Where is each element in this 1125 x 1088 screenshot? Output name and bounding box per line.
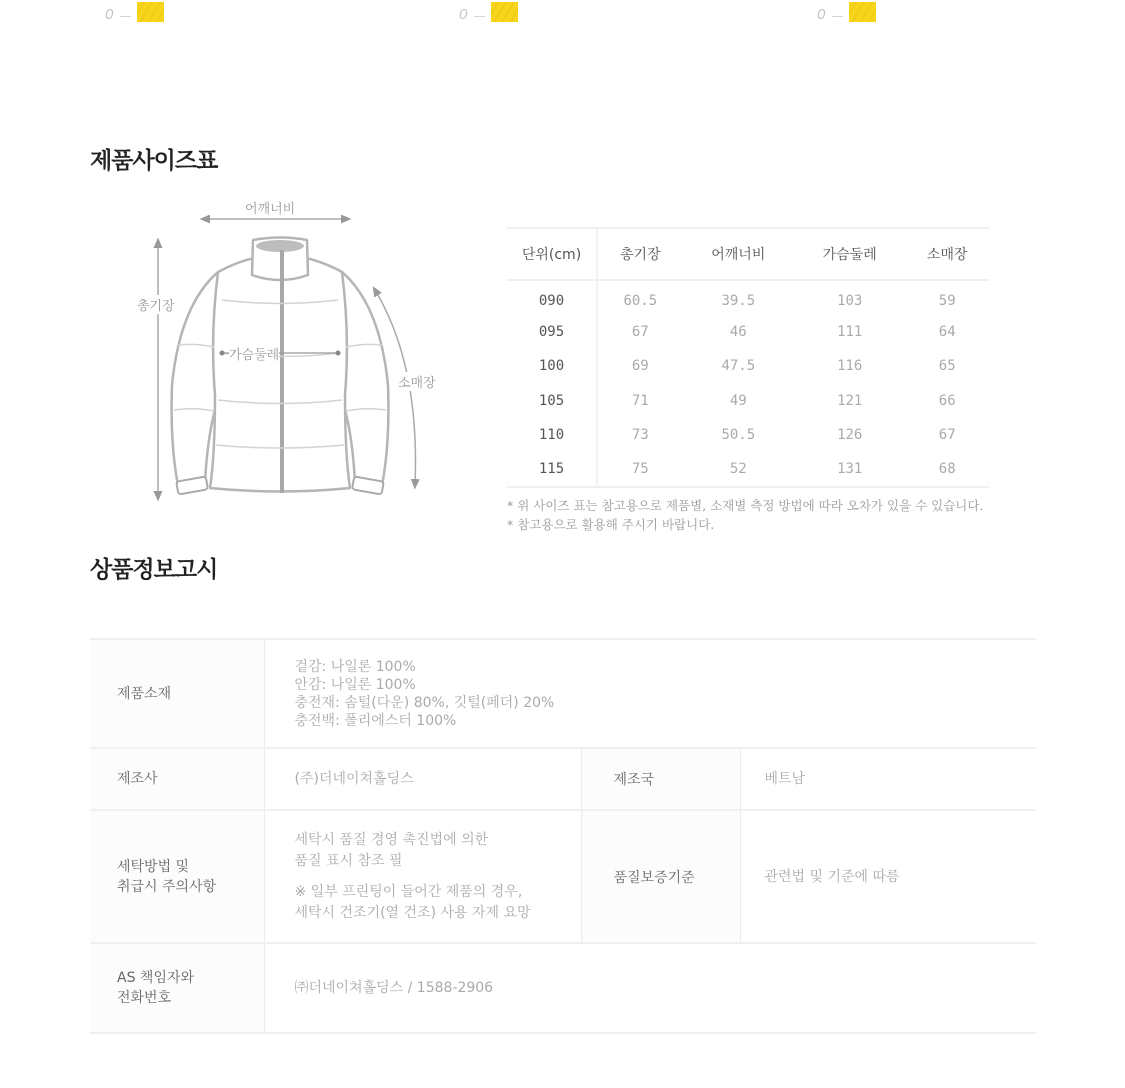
header-sleeve: 소매장 bbox=[905, 228, 989, 280]
washing-text-line: 품질 표시 참조 필 bbox=[294, 852, 403, 869]
size-cell: 095 bbox=[507, 315, 597, 350]
jacket-size-diagram bbox=[130, 195, 460, 510]
color-swatch-item bbox=[459, 0, 518, 24]
size-note: * 참고용으로 활용해 주시기 바랍니다. bbox=[507, 517, 715, 532]
color-swatch-row bbox=[0, 0, 1125, 30]
value-cell: 47.5 bbox=[721, 358, 756, 375]
material-line: 겉감: 나일론 100% bbox=[294, 658, 416, 675]
washing-paragraph bbox=[295, 830, 581, 872]
washing-value bbox=[264, 810, 581, 943]
value-cell: 103 bbox=[837, 292, 863, 309]
quality-label: 품질보증기준 bbox=[581, 810, 740, 943]
value-cell: 116 bbox=[837, 358, 863, 375]
table-row bbox=[507, 453, 989, 488]
as-contact-value: ㈜더네이쳐홀딩스 / 1588-2906 bbox=[264, 943, 1036, 1033]
size-cell: 110 bbox=[507, 418, 597, 453]
value-cell: 60.5 bbox=[623, 292, 658, 309]
washing-text-line: 세탁시 건조기(열 건조) 사용 자제 요망 bbox=[294, 904, 531, 921]
value-cell: 46 bbox=[729, 323, 747, 340]
size-cell: 090 bbox=[507, 280, 597, 315]
material-line: 안감: 나일론 100% bbox=[294, 676, 416, 693]
color-swatch-item bbox=[105, 0, 164, 24]
quality-value: 관련법 및 기준에 따름 bbox=[740, 810, 1036, 943]
size-cell: 105 bbox=[507, 384, 597, 419]
swatch-dash: — bbox=[473, 9, 486, 23]
value-cell: 52 bbox=[683, 453, 794, 488]
manufacturer-value: (주)더네이쳐홀딩스 bbox=[264, 748, 581, 810]
as-label-line: AS 책임자와 bbox=[117, 970, 195, 986]
table-row bbox=[507, 349, 989, 384]
value-cell: 67 bbox=[938, 427, 956, 444]
value-cell: 68 bbox=[905, 453, 989, 488]
table-row bbox=[507, 280, 989, 315]
material-line: 충전백: 폴리에스터 100% bbox=[294, 712, 457, 729]
swatch-count: 0 bbox=[459, 6, 468, 23]
yellow-swatch bbox=[137, 2, 164, 22]
value-cell: 73 bbox=[631, 427, 649, 444]
value-cell: 64 bbox=[938, 323, 956, 340]
swatch-count: 0 bbox=[105, 6, 114, 23]
chest-label: 가슴둘레 bbox=[229, 344, 279, 363]
manufacturer-label: 제조사 bbox=[90, 748, 264, 810]
country-value: 베트남 bbox=[740, 748, 1036, 810]
sleeve-length-label: 소매장 bbox=[398, 372, 436, 391]
size-table-header bbox=[507, 228, 989, 280]
info-row-washing bbox=[90, 810, 1036, 943]
header-total-length: 총기장 bbox=[597, 228, 683, 280]
size-note: * 위 사이즈 표는 참고용으로 제품별, 소재별 측정 방법에 따라 오차가 있을 수 있습니다. bbox=[507, 498, 984, 513]
value-cell: 111 bbox=[837, 323, 863, 340]
yellow-swatch bbox=[491, 2, 518, 22]
as-contact-label bbox=[90, 943, 264, 1033]
total-length-label: 총기장 bbox=[137, 295, 175, 314]
info-row-as-contact bbox=[90, 943, 1036, 1033]
washing-label bbox=[90, 810, 264, 943]
info-row-manufacturer bbox=[90, 748, 1036, 810]
value-cell: 49 bbox=[729, 392, 747, 409]
swatch-count: 0 bbox=[817, 6, 826, 23]
table-row bbox=[507, 384, 989, 419]
washing-text-line: ※ 일부 프린팅이 들어간 제품의 경우, bbox=[294, 883, 523, 900]
country-label: 제조국 bbox=[581, 748, 740, 810]
material-label: 제품소재 bbox=[90, 639, 264, 748]
shoulder-width-label: 어깨너비 bbox=[245, 198, 295, 217]
table-row bbox=[507, 418, 989, 453]
size-cell: 115 bbox=[507, 453, 597, 488]
value-cell: 69 bbox=[631, 358, 649, 375]
value-cell: 121 bbox=[837, 392, 863, 409]
value-cell: 131 bbox=[794, 453, 905, 488]
washing-label-line: 세탁방법 및 bbox=[117, 858, 190, 875]
size-chart-title: 제품사이즈표 bbox=[90, 148, 218, 174]
washing-label-line: 취급시 주의사항 bbox=[117, 878, 217, 895]
table-row bbox=[507, 315, 989, 350]
header-unit: 단위(cm) bbox=[507, 228, 597, 280]
material-line: 충전재: 솜털(다운) 80%, 깃털(페더) 20% bbox=[294, 694, 555, 711]
material-value bbox=[264, 639, 1036, 748]
header-chest: 가슴둘레 bbox=[794, 228, 905, 280]
size-notes bbox=[507, 496, 983, 534]
value-cell: 126 bbox=[837, 427, 863, 444]
value-cell: 71 bbox=[631, 392, 649, 409]
yellow-swatch bbox=[849, 2, 876, 22]
washing-caution-paragraph bbox=[295, 882, 581, 924]
value-cell: 67 bbox=[631, 323, 649, 340]
color-swatch-item bbox=[817, 0, 876, 24]
info-row-material bbox=[90, 639, 1036, 748]
jacket-illustration-icon bbox=[130, 195, 460, 510]
washing-text-line: 세탁시 품질 경영 촉진법에 의한 bbox=[294, 831, 489, 848]
value-cell: 65 bbox=[938, 358, 956, 375]
product-info-table bbox=[90, 638, 1036, 1034]
value-cell: 66 bbox=[938, 392, 956, 409]
size-cell: 100 bbox=[507, 349, 597, 384]
as-label-line: 전화번호 bbox=[117, 990, 172, 1006]
header-shoulder: 어깨너비 bbox=[683, 228, 794, 280]
value-cell: 75 bbox=[597, 453, 683, 488]
size-table bbox=[507, 227, 989, 488]
swatch-dash: — bbox=[831, 9, 844, 23]
value-cell: 50.5 bbox=[721, 427, 756, 444]
swatch-dash: — bbox=[119, 9, 132, 23]
value-cell: 59 bbox=[938, 292, 956, 309]
value-cell: 39.5 bbox=[721, 292, 756, 309]
product-info-title: 상품정보고시 bbox=[90, 557, 218, 583]
